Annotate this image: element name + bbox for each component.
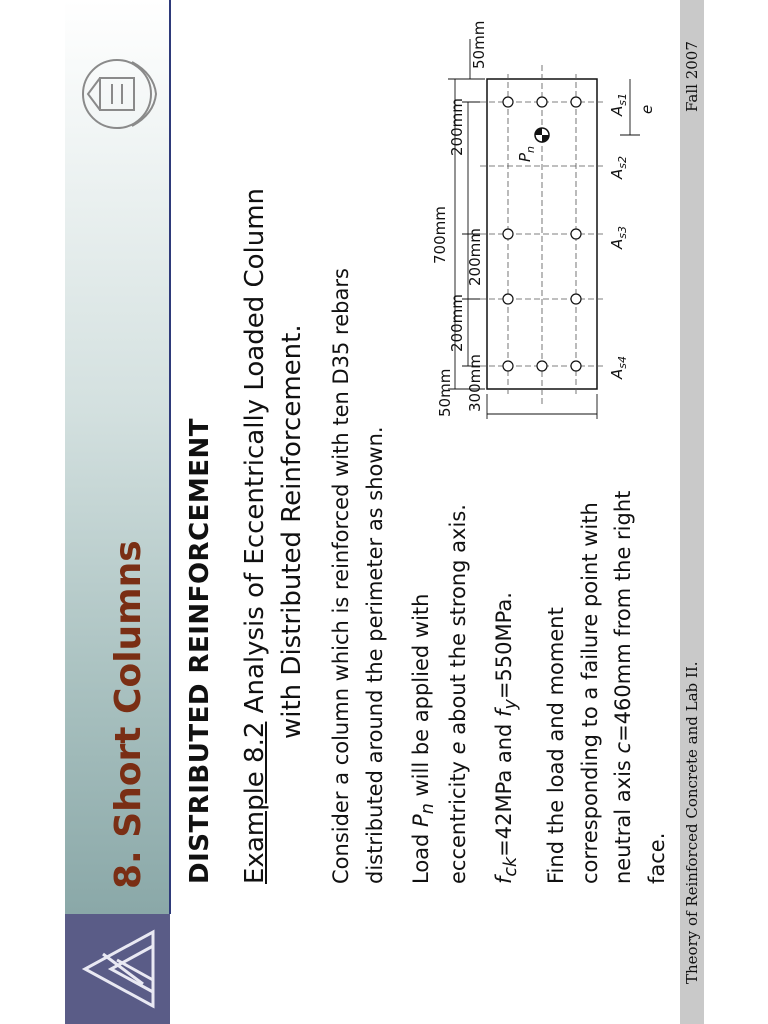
example-number: Example 8.2 — [240, 721, 270, 884]
rebar — [503, 361, 513, 371]
rebar — [503, 294, 513, 304]
load-label: $P_n$ — [516, 145, 537, 162]
rebar — [571, 97, 581, 107]
as4-label: $A_{s4}$ — [608, 356, 629, 379]
as2-label: $A_{s2}$ — [608, 156, 629, 179]
para4-line2: corresponding to a failure point with — [577, 502, 602, 884]
para4-line3: neutral axis c=460mm from the right — [611, 490, 636, 884]
rebar — [571, 294, 581, 304]
rebar — [571, 361, 581, 371]
dim-50-right: 50mm — [470, 20, 488, 69]
section-heading: DISTRIBUTED REINFORCEMENT — [185, 417, 215, 884]
para2-line1: Load $P_n$ will be applied with — [409, 593, 439, 884]
rebar — [537, 97, 547, 107]
as3-label: $A_{s3}$ — [608, 226, 629, 249]
slide-title: 8. Short Columns — [108, 540, 149, 889]
para4-line4: face. — [644, 832, 669, 884]
eccentricity-label: e — [638, 104, 656, 114]
dim-200-right: 200mm — [448, 98, 466, 156]
rebar — [503, 229, 513, 239]
dim-50-left: 50mm — [436, 368, 454, 417]
para3-line1: $f_{ck}=42MPa$ and $f_y=550MPa$. — [492, 592, 522, 884]
as1-label: $A_{s1}$ — [608, 93, 629, 116]
load-point-icon — [535, 128, 549, 142]
footer-term: Fall 2007 — [683, 41, 701, 112]
footer-course: Theory of Reinforced Concrete and Lab II. — [683, 661, 701, 984]
example-title-line2: with Distributed Reinforcement. — [277, 324, 307, 739]
rebar — [503, 97, 513, 107]
para4-line1: Find the load and moment — [544, 607, 568, 884]
para1-line2: distributed around the perimeter as shown. — [362, 426, 387, 884]
rebar — [537, 361, 547, 371]
rebar — [571, 229, 581, 239]
dim-200-left: 200mm — [448, 294, 466, 352]
dim-overall-width: 700mm — [431, 206, 449, 264]
centerlines — [480, 64, 605, 404]
example-title-line1: Analysis of Eccentrically Loaded Column — [240, 187, 270, 714]
para1-line1: Consider a column which is reinforced with ten D35 rebars — [329, 268, 353, 884]
dim-height: 300mm — [466, 354, 484, 412]
dim-200-mid: 200mm — [466, 228, 484, 286]
para2-line2: eccentricity e about the strong axis. — [446, 504, 471, 884]
